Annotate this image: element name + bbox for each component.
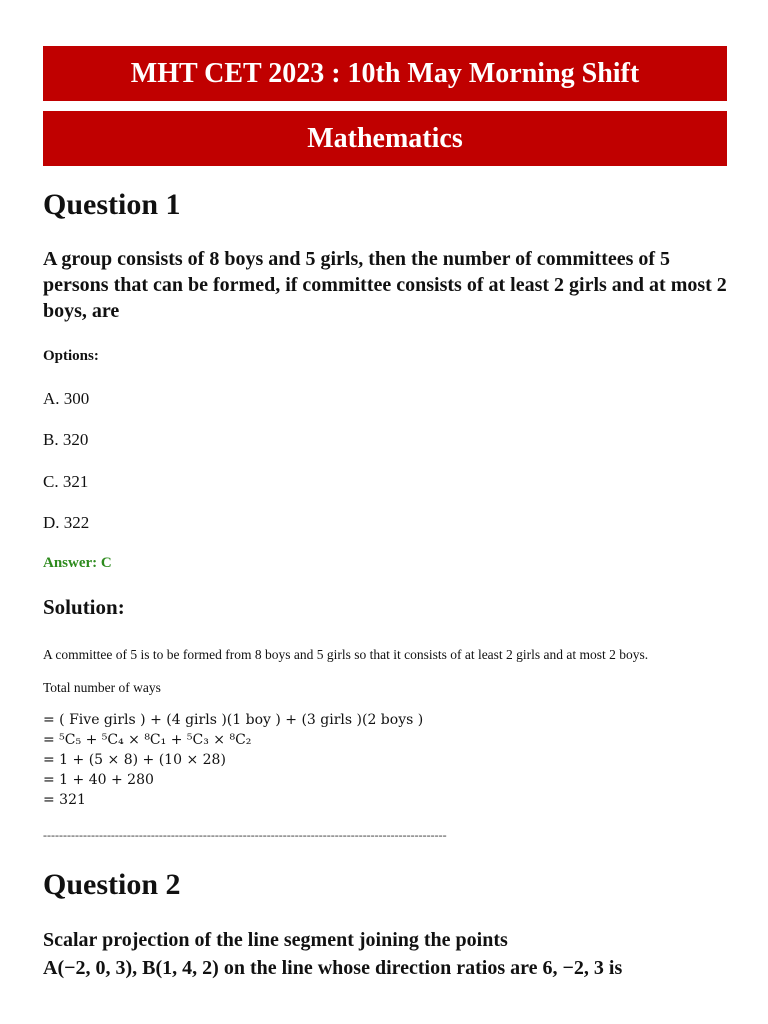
- exam-title-banner: [43, 46, 727, 101]
- question-2-text-line2: A(−2, 0, 3), B(1, 4, 2) on the line whose direction ratios are 6, −2, 3 is: [43, 957, 623, 979]
- question-2-heading: Question 2: [43, 868, 181, 901]
- option-d: D. 322: [43, 513, 90, 532]
- solution-steps: [43, 710, 423, 810]
- solution-total: Total number of ways: [43, 680, 161, 695]
- option-a: A. 300: [43, 389, 90, 408]
- solution-step: = 321: [43, 792, 86, 808]
- solution-heading: Solution:: [43, 595, 125, 619]
- question-2-text-line1: Scalar projection of the line segment joining the points: [43, 929, 508, 951]
- section-divider: -----------------------------------------------------------------------------------------------------: [43, 828, 447, 842]
- question-1-text: A group consists of 8 boys and 5 girls, then the number of committees of 5 persons that can be formed, if committee consists of at least 2 girls and at most 2 boys, are: [43, 248, 727, 322]
- solution-step: = ( Five girls ) + (4 girls )(1 boy ) + (3 girls )(2 boys ): [43, 712, 424, 728]
- solution-step: = 1 + 40 + 280: [43, 772, 154, 788]
- exam-title: MHT CET 2023 : 10th May Morning Shift: [130, 57, 640, 89]
- answer-label: Answer: C: [43, 555, 112, 571]
- subject-banner: [43, 111, 727, 166]
- option-c: C. 321: [43, 472, 89, 491]
- solution-step: = 1 + (5 × 8) + (10 × 28): [43, 752, 226, 768]
- solution-step: = ⁵C₅ + ⁵C₄ × ⁸C₁ + ⁵C₃ × ⁸C₂: [43, 732, 252, 748]
- options-label: Options:: [43, 348, 99, 364]
- solution-intro: A committee of 5 is to be formed from 8 boys and 5 girls so that it consists of at least 2 girls and at most 2 boys.: [43, 647, 649, 662]
- subject-title: Mathematics: [307, 122, 463, 154]
- question-1-heading: Question 1: [43, 188, 181, 221]
- option-b: B. 320: [43, 430, 89, 449]
